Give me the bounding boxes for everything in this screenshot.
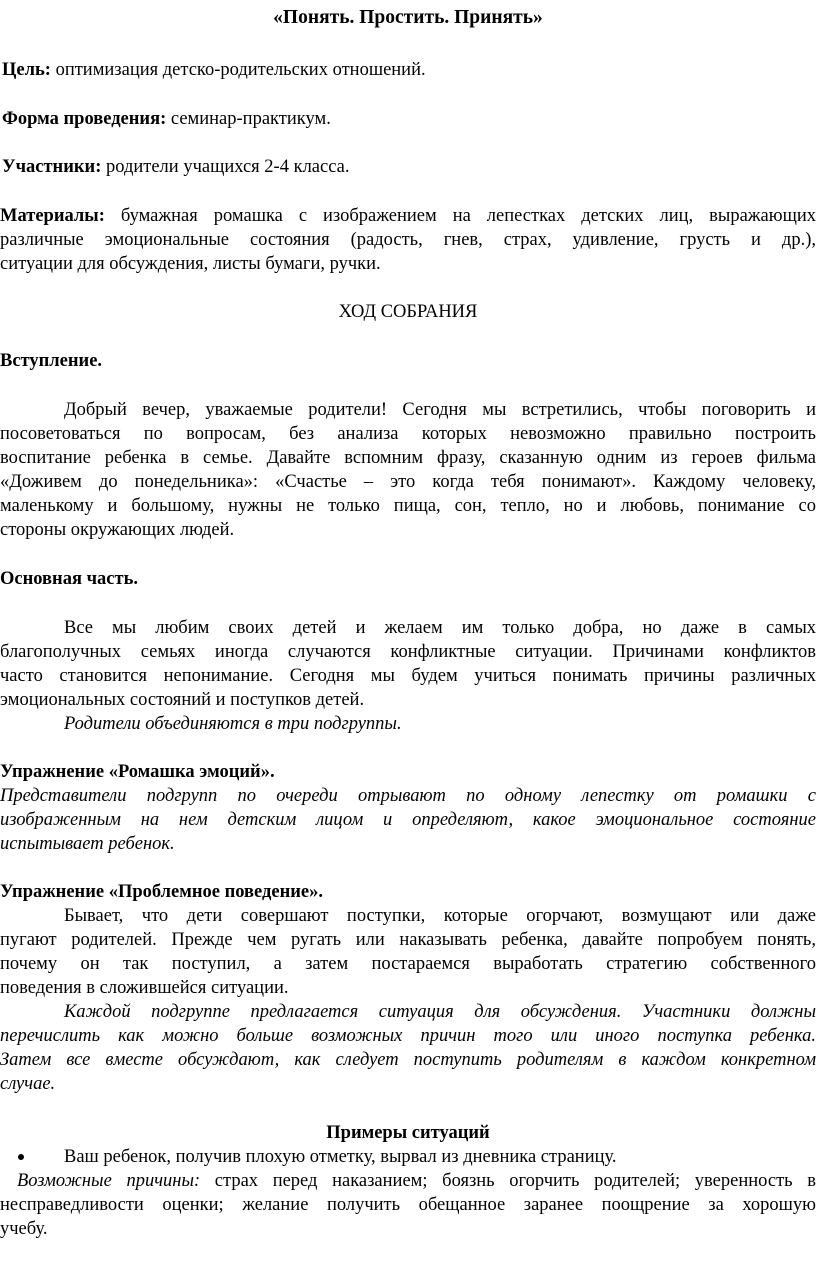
exercise2-heading: Упражнение «Проблемное поведение». <box>0 882 323 902</box>
materials-line-2: различные эмоциональные состояния (радость, гнев, страх, удивление, грусть и др.), <box>0 230 816 250</box>
exercise2-line-4: поведения в сложившейся ситуации. <box>0 978 289 998</box>
goal-label: Цель: <box>2 60 51 80</box>
causes-line-2: несправедливости оценки; желание получить обещанное заранее поощрение за хорошую <box>0 1195 816 1215</box>
goal-line <box>2 58 816 82</box>
participants-text: родители учащихся 2-4 класса. <box>101 157 350 177</box>
materials-label: Материалы: <box>0 206 105 226</box>
examples-heading: Примеры ситуаций <box>326 1123 490 1143</box>
meeting-heading: ХОД СОБРАНИЯ <box>338 302 478 322</box>
main-heading: Основная часть. <box>0 569 138 589</box>
exercise1-line-1: Представители подгрупп по очереди отрывают по одному лепестку от ромашки с <box>0 786 816 806</box>
form-text: семинар-практикум. <box>166 109 331 129</box>
causes-text-1: страх перед наказанием; боязнь огорчить родителей; уверенность в <box>200 1171 816 1191</box>
materials-text-1: бумажная ромашка с изображением на лепестках детских лиц, выражающих <box>104 206 816 226</box>
exercise2-line-2: пугают родителей. Прежде чем ругать или наказывать ребенка, давайте попробуем понять, <box>0 930 816 950</box>
intro-line-2: посоветоваться по вопросам, без анализа которых невозможно правильно построить <box>0 424 816 444</box>
document-title: «Понять. Простить. Принять» <box>273 7 543 28</box>
intro-line-6: стороны окружающих людей. <box>0 520 235 540</box>
goal-text: оптимизация детско-родительских отношений. <box>50 60 426 80</box>
materials-line-3: ситуации для обсуждения, листы бумаги, ручки. <box>0 254 381 274</box>
participants-label: Участники: <box>2 157 102 177</box>
exercise2-line-3: почему он так поступил, а затем постараемся выработать стратегию собственного <box>0 954 816 974</box>
exercise1-line-3: испытывает ребенок. <box>0 834 175 854</box>
intro-line-3: воспитание ребенка в семье. Давайте вспомним фразу, сказанную одним из героев фильма <box>0 448 816 468</box>
main-line-3: часто становится непонимание. Сегодня мы будем учиться понимать причины различных <box>0 666 816 686</box>
exercise1-line-2: изображенным на нем детским лицом и определяют, какое эмоциональное состояние <box>0 810 816 830</box>
materials-line-1 <box>0 204 816 228</box>
intro-line-1: Добрый вечер, уважаемые родители! Сегодня мы встретились, чтобы поговорить и <box>64 400 816 420</box>
form-label: Форма проведения: <box>2 109 167 129</box>
exercise2-italic-line-1: Каждой подгруппе предлагается ситуация для обсуждения. Участники должны <box>64 1002 816 1022</box>
causes-line-3: учебу. <box>0 1219 48 1239</box>
main-line-2: благополучных семьях иногда случаются конфликтные ситуации. Причинами конфликтов <box>0 642 816 662</box>
exercise2-italic-line-2: перечислить как можно больше возможных причин того или иного поступка ребенка. <box>0 1026 816 1046</box>
exercise2-italic-line-3: Затем все вместе обсуждают, как следует поступить родителям в каждом конкретном <box>0 1050 816 1070</box>
intro-heading: Вступление. <box>0 351 103 371</box>
causes-label: Возможные причины: <box>17 1171 201 1191</box>
example-item-1: Ваш ребенок, получив плохую отметку, вырвал из дневника страницу. <box>64 1147 617 1167</box>
intro-line-4: «Доживем до понедельника»: «Счастье – это когда тебя понимают». Каждому человеку, <box>0 472 816 492</box>
bullet-icon <box>16 1152 26 1162</box>
intro-line-5: маленькому и большому, нужны не только пища, сон, тепло, но и любовь, понимание со <box>0 496 816 516</box>
form-line <box>2 107 816 131</box>
main-note: Родители объединяются в три подгруппы. <box>64 714 402 734</box>
participants-line <box>2 155 816 179</box>
main-line-4: эмоциональных состояний и поступков детей. <box>0 690 365 710</box>
exercise1-heading: Упражнение «Ромашка эмоций». <box>0 762 275 782</box>
exercise2-line-1: Бывает, что дети совершают поступки, которые огорчают, возмущают или даже <box>64 906 816 926</box>
causes-line-1 <box>17 1169 816 1193</box>
exercise2-italic-line-4: случае. <box>0 1074 56 1094</box>
main-line-1: Все мы любим своих детей и желаем им только добра, но даже в самых <box>64 618 816 638</box>
